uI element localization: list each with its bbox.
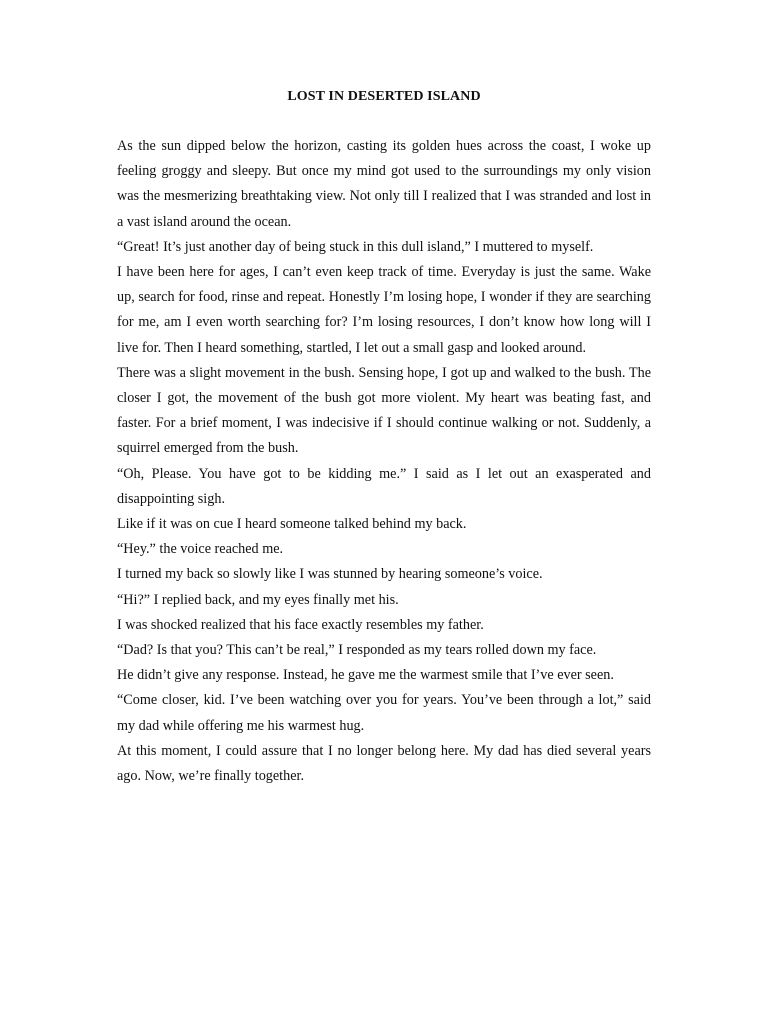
paragraph: As the sun dipped below the horizon, casting its golden hues across the coast, I woke up feeling groggy and sleepy. But once my mind got used to the surroundings my only vision was the mesmerizing breathtaking view. Not only till I realized that I was stranded and lost in a vast island around the ocean. xyxy=(117,138,651,230)
paragraph: “Come closer, kid. I’ve been watching over you for years. You’ve been through a lot,” said my dad while offering me his warmest hug. xyxy=(117,692,651,734)
paragraph: “Dad? Is that you? This can’t be real,” I responded as my tears rolled down my face. xyxy=(117,642,597,659)
document-title: LOST IN DESERTED ISLAND xyxy=(287,89,481,104)
document-body xyxy=(117,134,651,789)
paragraph: Like if it was on cue I heard someone talked behind my back. xyxy=(117,516,467,533)
paragraph: There was a slight movement in the bush. Sensing hope, I got up and walked to the bush. The closer I got, the movement of the bush got more violent. My heart was beating fast, and faster. For a brief moment, I was indecisive if I should continue walking or not. Suddenly, a squirrel emerged from the bush. xyxy=(117,364,651,457)
paragraph: I was shocked realized that his face exactly resembles my father. xyxy=(117,616,484,633)
paragraph: “Oh, Please. You have got to be kidding me.” I said as I let out an exasperated and disappointing sigh. xyxy=(117,465,651,507)
paragraph: “Great! It’s just another day of being stuck in this dull island,” I muttered to myself. xyxy=(117,238,594,255)
paragraph: At this moment, I could assure that I no longer belong here. My dad has died several years ago. Now, we’re finally together. xyxy=(117,742,651,785)
paragraph: “Hey.” the voice reached me. xyxy=(117,541,284,558)
paragraph: He didn’t give any response. Instead, he gave me the warmest smile that I’ve ever seen. xyxy=(117,667,614,684)
paragraph: I turned my back so slowly like I was stunned by hearing someone’s voice. xyxy=(117,566,543,583)
paragraph: I have been here for ages, I can’t even keep track of time. Everyday is just the same. Wake up, search for food, rinse and repeat. Honestly I’m losing hope, I wonder if they are searching for me, am I even worth searching for? I’m losing resources, I don’t know how long will I live for. Then I heard something, startled, I let out a small gasp and looked around. xyxy=(117,264,651,356)
paragraph: “Hi?” I replied back, and my eyes finally met his. xyxy=(117,591,399,608)
